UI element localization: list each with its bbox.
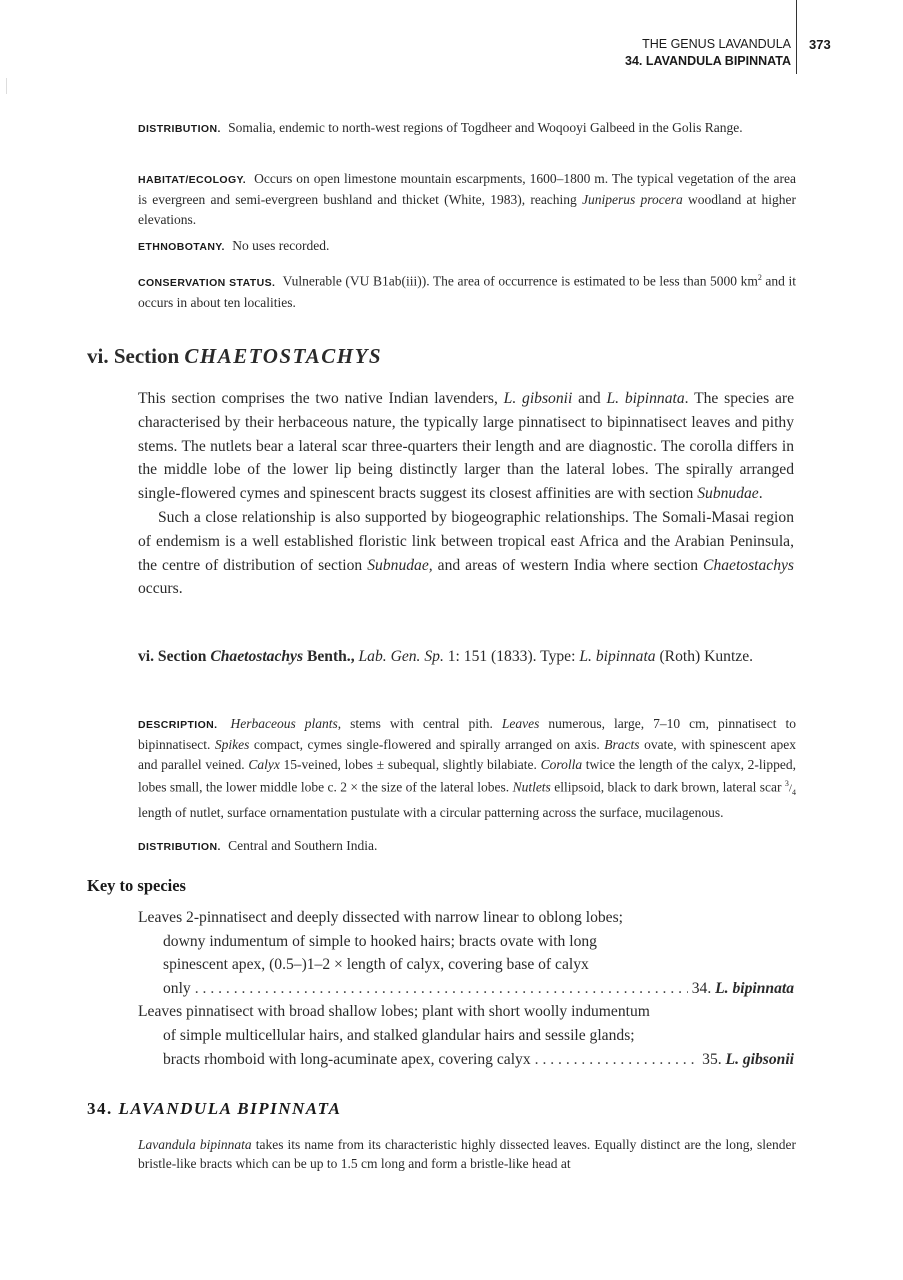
key-result [702,1048,794,1072]
conservation-entry [138,268,796,312]
intro-text: occurs. [138,580,183,598]
running-head-subtitle: 34. LAVANDULA BIPINNATA [625,54,791,68]
description-label: DESCRIPTION. [138,719,218,731]
desc-text: ellipsoid, black to dark brown, lateral scar [550,779,785,795]
species-name: LAVANDULA BIPINNATA [118,1099,342,1118]
section-heading-prefix: vi. Section [87,344,185,368]
distribution-entry [138,118,796,139]
key-lead-text: only [163,979,191,997]
section-def-bold: Benth., [303,648,355,665]
key-lead-2 [138,1000,794,1071]
conservation-sup: 2 [757,273,762,282]
section-def-italic: L. bipinnata [579,648,656,665]
section-def-italic: Lab. Gen. Sp. [354,648,444,665]
scan-mark [6,78,7,94]
desc-italic: Nutlets [512,779,551,795]
intro-text: . [758,485,763,503]
fraction-denominator: 4 [791,788,796,798]
section-def-text: 1: 151 (1833). Type: [443,648,580,665]
desc-italic: Leaves [501,716,540,731]
desc-italic: Spikes [214,737,250,753]
desc-italic: Corolla [540,756,583,772]
distribution-label: DISTRIBUTION. [138,123,221,135]
species-text: takes its name from its characteristic highly dissected leaves. Equally distinct are the long, slender bristle-like bracts which can be up to 1.5 cm long and form a bristle-like head at [138,1137,796,1172]
desc-text: , stems with central pith. [337,716,502,731]
key-result-taxon: L. bipinnata [715,979,794,997]
desc-italic: Bracts [604,737,640,753]
intro-paragraph-2 [138,506,794,601]
fraction-slash: / [788,782,792,795]
fraction-numerator: 3 [784,779,789,789]
section-def-text: (Roth) Kuntze. [655,648,754,665]
intro-italic: L. bipinnata [606,390,685,407]
desc-text: numerous, large, 7–10 cm, pinnatisect to bipinnatisect. [138,716,796,753]
section-def-bold-italic: Chaetostachys [210,648,304,665]
species-heading [87,1099,341,1119]
key-result-number: 35. [702,1050,722,1068]
desc-text: length of nutlet, surface ornamentation pustulate with a circular patterning across the surface, mucilagenous. [138,804,724,820]
section-intro [138,387,794,601]
intro-text: and [572,390,607,407]
habitat-label: HABITAT/ECOLOGY. [138,174,247,186]
key-result-number: 34. [691,979,712,997]
desc-text: twice the length of the calyx, 2-lipped, lobes small, the lower middle lobe c. 2 × the size of the lateral lobes. [138,756,797,795]
key-result-taxon: L. gibsonii [725,1050,794,1068]
species-italic: Lavandula bipinnata [138,1137,252,1152]
conservation-text-end: and it occurs in about ten localities. [138,273,797,310]
key-lead-text: of simple multicellular hairs, and stalked glandular hairs and sessile glands; [163,1026,635,1044]
habitat-text: Occurs on open limestone mountain escarpments, 1600–1800 m. The typical vegetation of the area is evergreen and semi-evergreen bushland and thicket (White, 1983), reaching [138,171,797,208]
distribution-label-2: DISTRIBUTION. [138,841,221,853]
key-lead-result-line [138,1048,794,1072]
key-lead-text: Leaves pinnatisect with broad shallow lobes; plant with short woolly indumentum [138,1003,650,1021]
intro-text: and areas of western India where section [432,556,704,574]
header-divider [796,0,797,74]
species-key [138,906,794,1071]
desc-italic: Calyx [248,756,280,772]
distribution-entry-2 [138,836,796,857]
habitat-text-end: woodland at higher elevations. [138,192,797,227]
key-result [692,977,794,1001]
habitat-entry [138,169,796,229]
key-lead-result-line [138,977,794,1001]
intro-italic: L. gibsonii [503,390,573,407]
species-paragraph [138,1135,796,1174]
ethnobotany-label: ETHNOBOTANY. [138,241,225,253]
page-number: 373 [809,37,831,52]
conservation-text: Vulnerable (VU B1ab(iii)). The area of occurrence is estimated to be less than 5000 km [282,273,758,289]
intro-text: Such a close relationship is also supported by biogeographic relationships. The Somali-Masai region of endemism is a well established floristic link between tropical east Africa and the Arabian Peninsula, the centre of distribution of section [138,508,794,574]
running-head [625,36,791,70]
distribution-text: Somalia, endemic to north-west regions of Togdheer and Woqooyi Galbeed in the Golis Range. [228,120,743,135]
section-heading [87,344,382,369]
ethnobotany-text: No uses recorded. [232,238,330,253]
leader-dots [195,977,688,1001]
conservation-label: CONSERVATION STATUS. [138,276,276,289]
key-heading: Key to species [87,876,186,895]
distribution-text-2: Central and Southern India. [228,838,378,853]
ethnobotany-entry [138,236,796,257]
habitat-italic: Juniperus procera [582,192,683,208]
intro-text: . The species are characterised by their herbaceous nature, the typically large pinnatisect to bipinnatisect leaves and pithy stems. The nutlets bear a lateral scar three-quarters their length and are diagnostic. The corolla differs in the middle lobe of the lower lip being distinctly larger than the lateral lobes. The spirally arranged single-flowered cymes and spinescent bracts suggest its closest affinities are with section [138,390,795,503]
desc-text: 15-veined, lobes ± subequal, slightly bilabiate. [279,756,541,772]
section-def-bold: vi. Section [138,648,211,665]
intro-text: This section comprises the two native Indian lavenders, [138,390,504,407]
key-lead-text: bracts rhomboid with long-acuminate apex, covering calyx [163,1050,531,1068]
desc-italic: Herbaceous plants [230,716,338,731]
leader-dots [535,1048,699,1072]
section-definition [138,645,794,668]
key-lead-1 [138,906,794,1000]
key-lead-text: downy indumentum of simple to hooked hairs; bracts ovate with long spinescent apex, (0.5–)1–2 × length of calyx, covering base of calyx [163,932,597,974]
desc-text: ovate, with spinescent apex and parallel veined. [138,737,796,772]
description-entry [138,714,796,822]
intro-italic: Subnudae [697,485,759,503]
species-number: 34. [87,1099,113,1118]
running-head-title: THE GENUS LAVANDULA [642,37,791,51]
key-lead-text: Leaves 2-pinnatisect and deeply dissected with narrow linear to oblong lobes; [138,909,623,926]
intro-paragraph-1 [138,387,794,506]
section-heading-name: CHAETOSTACHYS [184,344,383,368]
desc-text: compact, cymes single-flowered and spirally arranged on axis. [249,737,605,753]
intro-italic: Subnudae, [367,556,433,574]
intro-italic: Chaetostachys [703,556,794,574]
